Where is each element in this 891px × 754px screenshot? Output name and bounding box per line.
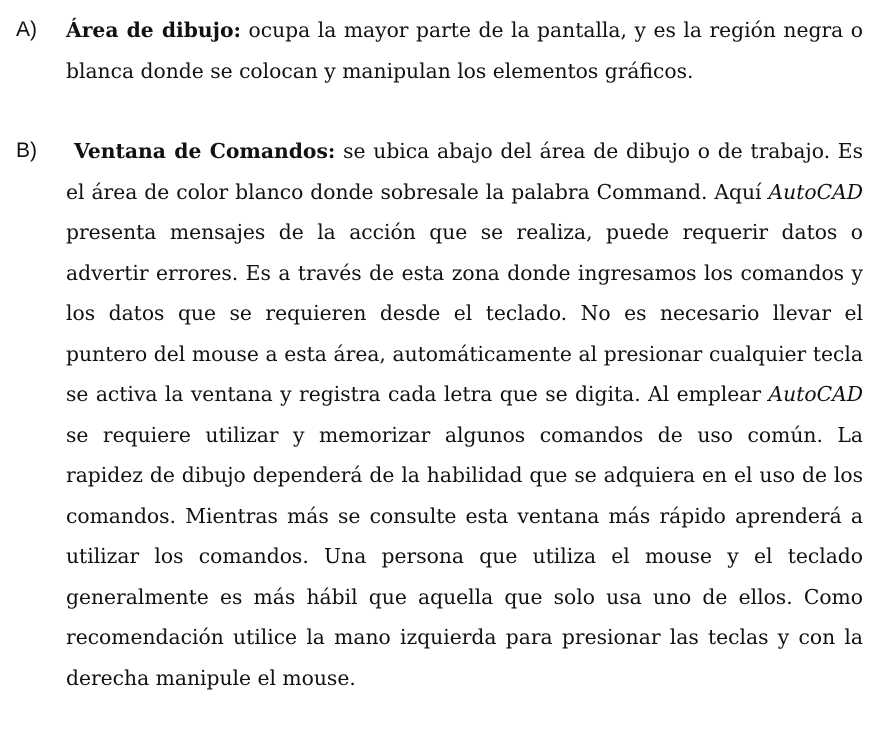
app-name: AutoCAD [768, 179, 863, 204]
list-item-paragraph [66, 10, 863, 91]
term-heading: Ventana de Comandos: [74, 139, 336, 163]
app-name: AutoCAD [768, 382, 863, 406]
list-item-paragraph [66, 131, 863, 698]
paragraph-text: presenta mensajes de la acción que se realiza, puede requerir datos o advertir errores. Es a través de esta zona donde ingresamos los comandos y los datos que se requieren desde el teclado. No es necesario llevar el puntero del mouse a esta área, automáticamente al presionar cualquier tecla se activa la ventana y registra cada letra que se digita. Al emplear [66, 220, 863, 406]
list-marker: A) [16, 18, 37, 41]
paragraph-text: se ubica abajo del área de dibujo o de trabajo. Es el área de color blanco donde sobresale la palabra Command. Aquí [66, 139, 863, 204]
paragraph-text: ocupa la mayor parte de la pantalla, y es la región negra o blanca donde se colocan y manipulan los elementos gráficos. [66, 18, 863, 83]
paragraph-text: se requiere utilizar y memorizar algunos comandos de uso común. La rapidez de dibujo dependerá de la habilidad que se adquiera en el uso de los comandos. Mientras más se consulte esta ventana más rápido aprenderá a utilizar los comandos. Una persona que utiliza el mouse y el teclado generalmente es más hábil que aquella que solo usa uno de ellos. Como recomendación utilice la mano izquierda para presionar las teclas y con la derecha manipule el mouse. [66, 422, 863, 690]
term-heading: Área de dibujo: [66, 18, 241, 42]
list-marker: B) [16, 139, 37, 162]
